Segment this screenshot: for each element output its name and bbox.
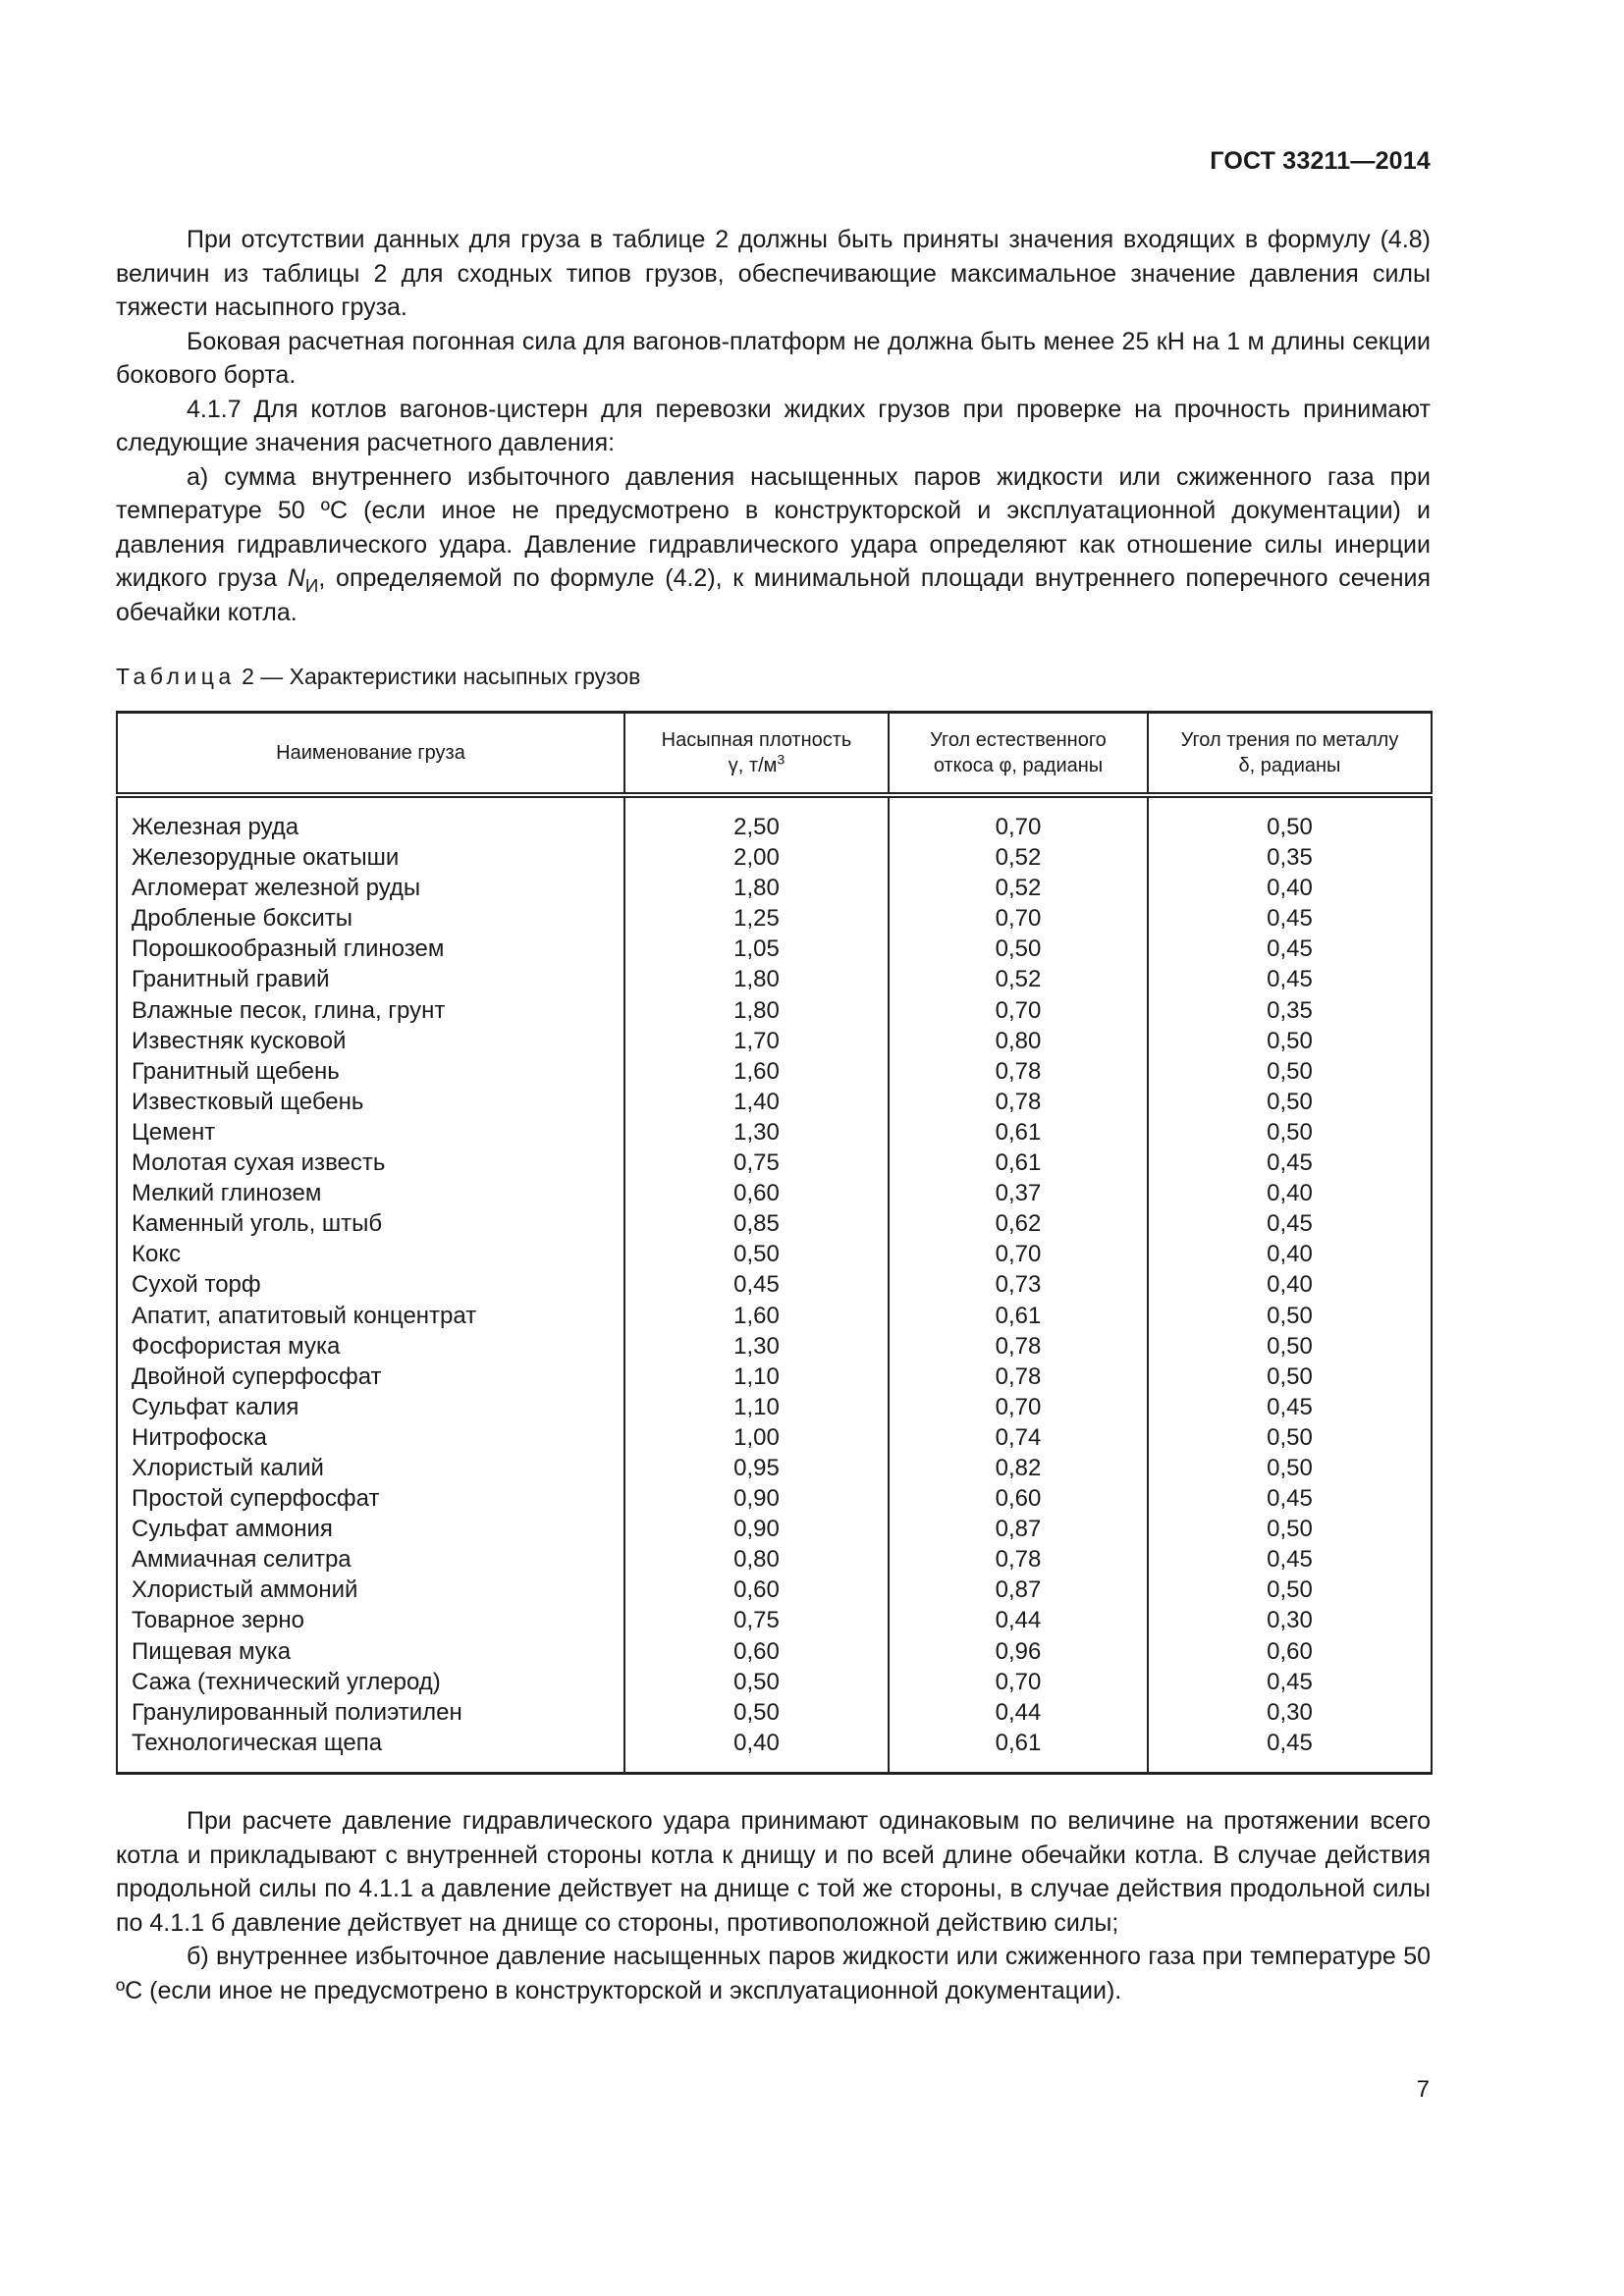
cell-repose-angle: 0,96 <box>889 1636 1148 1667</box>
cell-cargo-name: Простой суперфосфат <box>117 1483 624 1514</box>
table-row <box>117 1575 1432 1605</box>
cell-bulk-density: 0,75 <box>624 1605 889 1635</box>
cell-cargo-name: Известковый щебень <box>117 1087 624 1117</box>
cell-repose-angle: 0,73 <box>889 1269 1148 1300</box>
cell-friction-angle: 0,45 <box>1148 1728 1432 1774</box>
cell-repose-angle: 0,82 <box>889 1453 1148 1483</box>
cell-friction-angle: 0,60 <box>1148 1636 1432 1667</box>
cell-cargo-name: Порошкообразный глинозем <box>117 934 624 964</box>
cell-repose-angle: 0,78 <box>889 1087 1148 1117</box>
cell-bulk-density: 0,60 <box>624 1575 889 1605</box>
cell-friction-angle: 0,45 <box>1148 934 1432 964</box>
cell-cargo-name: Гранитный гравий <box>117 964 624 994</box>
cell-friction-angle: 0,30 <box>1148 1605 1432 1635</box>
table-row <box>117 1362 1432 1392</box>
cell-friction-angle: 0,45 <box>1148 903 1432 934</box>
table-header-row <box>117 713 1432 796</box>
table-row <box>117 1544 1432 1575</box>
cell-bulk-density: 0,50 <box>624 1667 889 1697</box>
cell-cargo-name: Двойной суперфосфат <box>117 1362 624 1392</box>
cell-bulk-density: 0,50 <box>624 1239 889 1269</box>
cell-cargo-name: Мелкий глинозем <box>117 1178 624 1208</box>
cell-bulk-density: 1,25 <box>624 903 889 934</box>
bulk-cargo-table <box>116 711 1433 1775</box>
header-repose-angle: Угол естественного откоса φ, радианы <box>889 713 1148 796</box>
table-row <box>117 1514 1432 1544</box>
cell-bulk-density: 1,60 <box>624 1301 889 1331</box>
cell-friction-angle: 0,50 <box>1148 1422 1432 1453</box>
cell-friction-angle: 0,35 <box>1148 995 1432 1026</box>
cell-repose-angle: 0,70 <box>889 795 1148 842</box>
cell-repose-angle: 0,78 <box>889 1056 1148 1087</box>
cell-bulk-density: 0,85 <box>624 1208 889 1239</box>
cell-repose-angle: 0,44 <box>889 1605 1148 1635</box>
cell-friction-angle: 0,40 <box>1148 873 1432 903</box>
cell-cargo-name: Пищевая мука <box>117 1636 624 1667</box>
cell-repose-angle: 0,62 <box>889 1208 1148 1239</box>
table-row <box>117 842 1432 873</box>
cell-bulk-density: 2,50 <box>624 795 889 842</box>
cell-cargo-name: Сухой торф <box>117 1269 624 1300</box>
header-bulk-density: Насыпная плотность γ, $т/м^3$ <box>624 713 889 796</box>
cell-repose-angle: 0,61 <box>889 1301 1148 1331</box>
clause-4-1-7: 4.1.7 Для котлов вагонов-цистерн для перевозки жидких грузов при проверке на прочность принимают следующие значения расчетного давления: <box>116 395 1431 456</box>
cell-bulk-density: 0,90 <box>624 1483 889 1514</box>
cell-cargo-name: Каменный уголь, штыб <box>117 1208 624 1239</box>
cell-friction-angle: 0,45 <box>1148 1483 1432 1514</box>
table-row <box>117 1239 1432 1269</box>
cell-repose-angle: 0,70 <box>889 1239 1148 1269</box>
cell-cargo-name: Гранулированный полиэтилен <box>117 1697 624 1728</box>
cell-cargo-name: Гранитный щебень <box>117 1056 624 1087</box>
cell-friction-angle: 0,50 <box>1148 1331 1432 1362</box>
cell-friction-angle: 0,35 <box>1148 842 1432 873</box>
cell-bulk-density: 1,10 <box>624 1362 889 1392</box>
cell-cargo-name: Хлористый аммоний <box>117 1575 624 1605</box>
cell-friction-angle: 0,30 <box>1148 1697 1432 1728</box>
force-subscript: И <box>304 575 319 596</box>
cell-cargo-name: Технологическая щепа <box>117 1728 624 1774</box>
table-row <box>117 1392 1432 1422</box>
cell-cargo-name: Кокс <box>117 1239 624 1269</box>
cell-friction-angle: 0,40 <box>1148 1239 1432 1269</box>
cell-repose-angle: 0,70 <box>889 995 1148 1026</box>
item-a-paragraph <box>116 460 1431 630</box>
table-caption-text: — Характеристики насыпных грузов <box>253 664 641 689</box>
cell-cargo-name: Молотая сухая известь <box>117 1148 624 1178</box>
table-row <box>117 1087 1432 1117</box>
paragraph: Боковая расчетная погонная сила для вагонов-платформ не должна быть менее 25 кН на 1 м длины секции бокового борта. <box>116 327 1431 389</box>
table-row <box>117 1178 1432 1208</box>
cell-bulk-density: 0,50 <box>624 1697 889 1728</box>
cell-bulk-density: 1,80 <box>624 873 889 903</box>
table-row <box>117 934 1432 964</box>
cell-friction-angle: 0,45 <box>1148 964 1432 994</box>
cell-friction-angle: 0,50 <box>1148 1575 1432 1605</box>
cell-repose-angle: 0,70 <box>889 1667 1148 1697</box>
cell-repose-angle: 0,61 <box>889 1148 1148 1178</box>
table-row <box>117 903 1432 934</box>
cell-repose-angle: 0,50 <box>889 934 1148 964</box>
cell-friction-angle: 0,50 <box>1148 1362 1432 1392</box>
cell-friction-angle: 0,40 <box>1148 1269 1432 1300</box>
cell-bulk-density: 1,70 <box>624 1026 889 1056</box>
cell-cargo-name: Товарное зерно <box>117 1605 624 1635</box>
cell-repose-angle: 0,37 <box>889 1178 1148 1208</box>
page-number: 7 <box>1416 2076 1430 2103</box>
cell-repose-angle: 0,70 <box>889 903 1148 934</box>
cell-bulk-density: 1,40 <box>624 1087 889 1117</box>
cell-repose-angle: 0,60 <box>889 1483 1148 1514</box>
cell-repose-angle: 0,87 <box>889 1514 1148 1544</box>
table-row <box>117 964 1432 994</box>
table-row <box>117 1636 1432 1667</box>
table-row <box>117 873 1432 903</box>
cell-repose-angle: 0,61 <box>889 1728 1148 1774</box>
cell-friction-angle: 0,45 <box>1148 1208 1432 1239</box>
cell-friction-angle: 0,50 <box>1148 1514 1432 1544</box>
cell-friction-angle: 0,40 <box>1148 1178 1432 1208</box>
cell-cargo-name: Нитрофоска <box>117 1422 624 1453</box>
intro-text-block <box>116 223 1431 629</box>
cell-bulk-density: 0,80 <box>624 1544 889 1575</box>
cell-cargo-name: Железная руда <box>117 795 624 842</box>
table-caption-number: 2 <box>242 664 254 689</box>
cell-bulk-density: 1,10 <box>624 1392 889 1422</box>
cell-friction-angle: 0,45 <box>1148 1667 1432 1697</box>
header-friction-angle: Угол трения по металлу δ, радианы <box>1148 713 1432 796</box>
cell-cargo-name: Агломерат железной руды <box>117 873 624 903</box>
cell-bulk-density: 0,60 <box>624 1636 889 1667</box>
table-row <box>117 1331 1432 1362</box>
document-code-header: ГОСТ 33211—2014 <box>1210 147 1431 175</box>
paragraph: При отсутствии данных для груза в таблице 2 должны быть приняты значения входящих в формулу (4.8) величин из таблицы 2 для сходных типов грузов, обеспечивающие максимальное значение давления силы тяжести насыпного груза. <box>116 226 1431 321</box>
cell-bulk-density: 0,95 <box>624 1453 889 1483</box>
cell-cargo-name: Железорудные окатыши <box>117 842 624 873</box>
cell-repose-angle: 0,52 <box>889 842 1148 873</box>
table-row <box>117 1697 1432 1728</box>
table-caption <box>116 662 640 691</box>
table-row <box>117 1026 1432 1056</box>
cell-friction-angle: 0,50 <box>1148 1453 1432 1483</box>
cell-repose-angle: 0,70 <box>889 1392 1148 1422</box>
cell-bulk-density: 1,00 <box>624 1422 889 1453</box>
paragraph: При расчете давление гидравлического удара принимают одинаковым по величине на протяжении всего котла и прикладывают с внутренней стороны котла к днищу и по всей длине обечайки котла. В случае действия продольной силы по 4.1.1 а давление действует на днище с той же стороны, в случае действия продольной силы по 4.1.1 б давление действует на днище со стороны, противоположной действию силы; <box>116 1807 1431 1937</box>
cell-repose-angle: 0,52 <box>889 964 1148 994</box>
cell-friction-angle: 0,50 <box>1148 1087 1432 1117</box>
table-row <box>117 1605 1432 1635</box>
item-a-text-before: а) сумма внутреннего избыточного давления насыщенных паров жидкости или сжиженного газа при температуре 50 ºС (если иное не предусмотрено в конструкторской и эксплуатационной документации) и давления гидравлического удара. Давление гидравлического удара определяют как отношение силы инерции жидкого груза <box>116 462 1431 592</box>
table-body <box>117 795 1432 1773</box>
cell-cargo-name: Сульфат калия <box>117 1392 624 1422</box>
cell-friction-angle: 0,50 <box>1148 1301 1432 1331</box>
header-cargo-name: Наименование груза <box>117 713 624 796</box>
cell-cargo-name: Сажа (технический углерод) <box>117 1667 624 1697</box>
cell-bulk-density: 0,90 <box>624 1514 889 1544</box>
table-row <box>117 1148 1432 1178</box>
cell-cargo-name: Аммиачная селитра <box>117 1544 624 1575</box>
cell-cargo-name: Апатит, апатитовый концентрат <box>117 1301 624 1331</box>
cell-friction-angle: 0,50 <box>1148 1117 1432 1148</box>
cell-cargo-name: Цемент <box>117 1117 624 1148</box>
item-a-text-after: , определяемой по формуле (4.2), к минимальной площади внутреннего поперечного сечения обечайки котла. <box>116 564 1432 626</box>
cell-bulk-density: 1,30 <box>624 1117 889 1148</box>
cell-friction-angle: 0,45 <box>1148 1392 1432 1422</box>
cell-repose-angle: 0,44 <box>889 1697 1148 1728</box>
cell-bulk-density: 1,60 <box>624 1056 889 1087</box>
cell-bulk-density: 1,80 <box>624 995 889 1026</box>
cell-bulk-density: 0,75 <box>624 1148 889 1178</box>
cell-friction-angle: 0,45 <box>1148 1148 1432 1178</box>
cell-bulk-density: 0,40 <box>624 1728 889 1774</box>
cell-cargo-name: Фосфористая мука <box>117 1331 624 1362</box>
cell-repose-angle: 0,78 <box>889 1331 1148 1362</box>
cell-friction-angle: 0,50 <box>1148 795 1432 842</box>
table-row <box>117 1728 1432 1774</box>
cell-repose-angle: 0,78 <box>889 1362 1148 1392</box>
cell-repose-angle: 0,74 <box>889 1422 1148 1453</box>
cell-repose-angle: 0,80 <box>889 1026 1148 1056</box>
table-row <box>117 1208 1432 1239</box>
cell-bulk-density: 1,80 <box>624 964 889 994</box>
table-row <box>117 1117 1432 1148</box>
cell-cargo-name: Влажные песок, глина, грунт <box>117 995 624 1026</box>
table-row <box>117 995 1432 1026</box>
cell-bulk-density: 0,60 <box>624 1178 889 1208</box>
table-row <box>117 1301 1432 1331</box>
force-symbol: N <box>287 564 305 592</box>
after-table-text-block <box>116 1804 1431 2007</box>
cell-repose-angle: 0,61 <box>889 1117 1148 1148</box>
cell-cargo-name: Сульфат аммония <box>117 1514 624 1544</box>
cell-bulk-density: 1,30 <box>624 1331 889 1362</box>
cell-cargo-name: Дробленые бокситы <box>117 903 624 934</box>
item-b-paragraph: б) внутреннее избыточное давление насыщенных паров жидкости или сжиженного газа при температуре 50 ºС (если иное не предусмотрено в конструкторской и эксплуатационной документации). <box>116 1943 1431 2004</box>
table-row <box>117 795 1432 842</box>
table-row <box>117 1422 1432 1453</box>
table-row <box>117 1269 1432 1300</box>
cell-friction-angle: 0,50 <box>1148 1026 1432 1056</box>
cell-friction-angle: 0,45 <box>1148 1544 1432 1575</box>
cell-repose-angle: 0,52 <box>889 873 1148 903</box>
table-caption-label: Таблица <box>116 664 236 689</box>
cell-repose-angle: 0,78 <box>889 1544 1148 1575</box>
cell-repose-angle: 0,87 <box>889 1575 1148 1605</box>
table-row <box>117 1453 1432 1483</box>
cell-friction-angle: 0,50 <box>1148 1056 1432 1087</box>
cell-bulk-density: 0,45 <box>624 1269 889 1300</box>
cell-bulk-density: 1,05 <box>624 934 889 964</box>
cell-cargo-name: Известняк кусковой <box>117 1026 624 1056</box>
table-row <box>117 1056 1432 1087</box>
table-row <box>117 1483 1432 1514</box>
cell-bulk-density: 2,00 <box>624 842 889 873</box>
cell-cargo-name: Хлористый калий <box>117 1453 624 1483</box>
table-row <box>117 1667 1432 1697</box>
